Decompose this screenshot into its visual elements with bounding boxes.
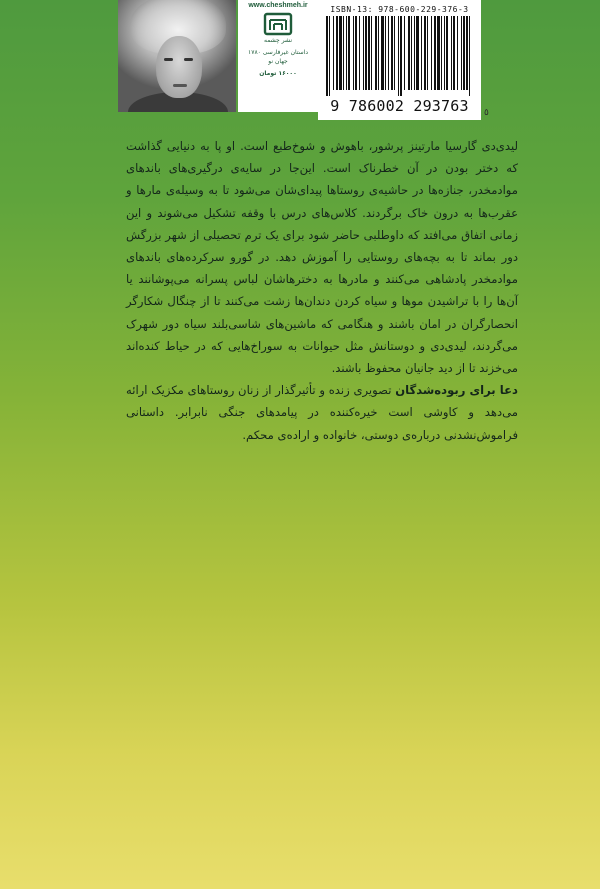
series-line-2: جهان نو xyxy=(268,58,288,65)
blurb-paragraph-2-text: تصویری زنده و تأثیرگذار از زنان روستاهای مکزیک ارائه می‌دهد و کاوشی است خیره‌کننده در پیامدهای جنگی نابرابر. داستانی فراموش‌نشدنی درباره‌ی دوستی، خانواده و اراده‌ی محکم. xyxy=(126,383,518,442)
publisher-logo-icon xyxy=(263,11,293,37)
author-eye-left xyxy=(164,58,173,61)
publisher-box xyxy=(238,0,318,112)
barcode-bars xyxy=(326,16,473,96)
publisher-website: www.cheshmeh.ir xyxy=(248,2,308,9)
author-photo xyxy=(118,0,236,112)
book-title: دعا برای ربوده‌شدگان xyxy=(395,383,519,398)
book-price: ۱۶۰۰۰ تومان xyxy=(259,70,297,77)
blurb-paragraph-1: لیدی‌دی گارسیا مارتینز پرشور، باهوش و شوخ‌طبع است. او پا به دنیایی گذاشت که دختر بودن در آن خطرناک است. این‌جا در سایه‌ی درگیری‌های باندهای موادمخدر، جنازه‌ها در حاشیه‌ی روستاها پیدای‌شان می‌شود تا به وسیله‌ی مارها و عقرب‌ها به درون خاک برگردند. کلاس‌های درس با وقفه تشکیل می‌شوند و این زمانی اتفاق می‌افتد که داوطلبی حاضر شود برای یک ترم تحصیلی از شهر بزرگش دور بماند تا به بچه‌های روستایی را آموزش دهد. در گورو سرکرده‌های باندهای موادمخدر پادشاهی می‌کنند و مادرها به دخترهاشان لباس پسرانه می‌پوشانند یا آن‌ها را با تراشیدن موها و سیاه کردن دندان‌ها زشت می‌کنند تا از چنگال شکارگر انحصارگران در امان باشند و هنگامی که ماشین‌های شاسی‌بلند سیاه دور شهرک می‌گردند، لیدی‌دی و دوستانش مثل حیوانات به سوراخ‌هایی که در حیاط کنده‌اند می‌خزند تا از دید جانیان محفوظ باشند. xyxy=(126,139,518,376)
isbn-label: ISBN-13: 978-600-229-376-3 xyxy=(330,5,469,14)
barcode-box xyxy=(318,0,481,120)
author-mouth xyxy=(173,84,187,87)
author-face xyxy=(156,36,202,98)
barcode-digits: 9 786002 293763 xyxy=(330,97,469,115)
publisher-brand: نشر چشمه xyxy=(264,37,292,44)
spine-mark: ٥ xyxy=(484,108,489,118)
series-line-1: داستان غیرفارسی ۱۷۸۰ xyxy=(248,49,308,56)
back-cover-blurb xyxy=(126,135,518,446)
author-eye-right xyxy=(184,58,193,61)
series-info xyxy=(238,48,318,66)
blurb-paragraph-2 xyxy=(126,379,518,446)
